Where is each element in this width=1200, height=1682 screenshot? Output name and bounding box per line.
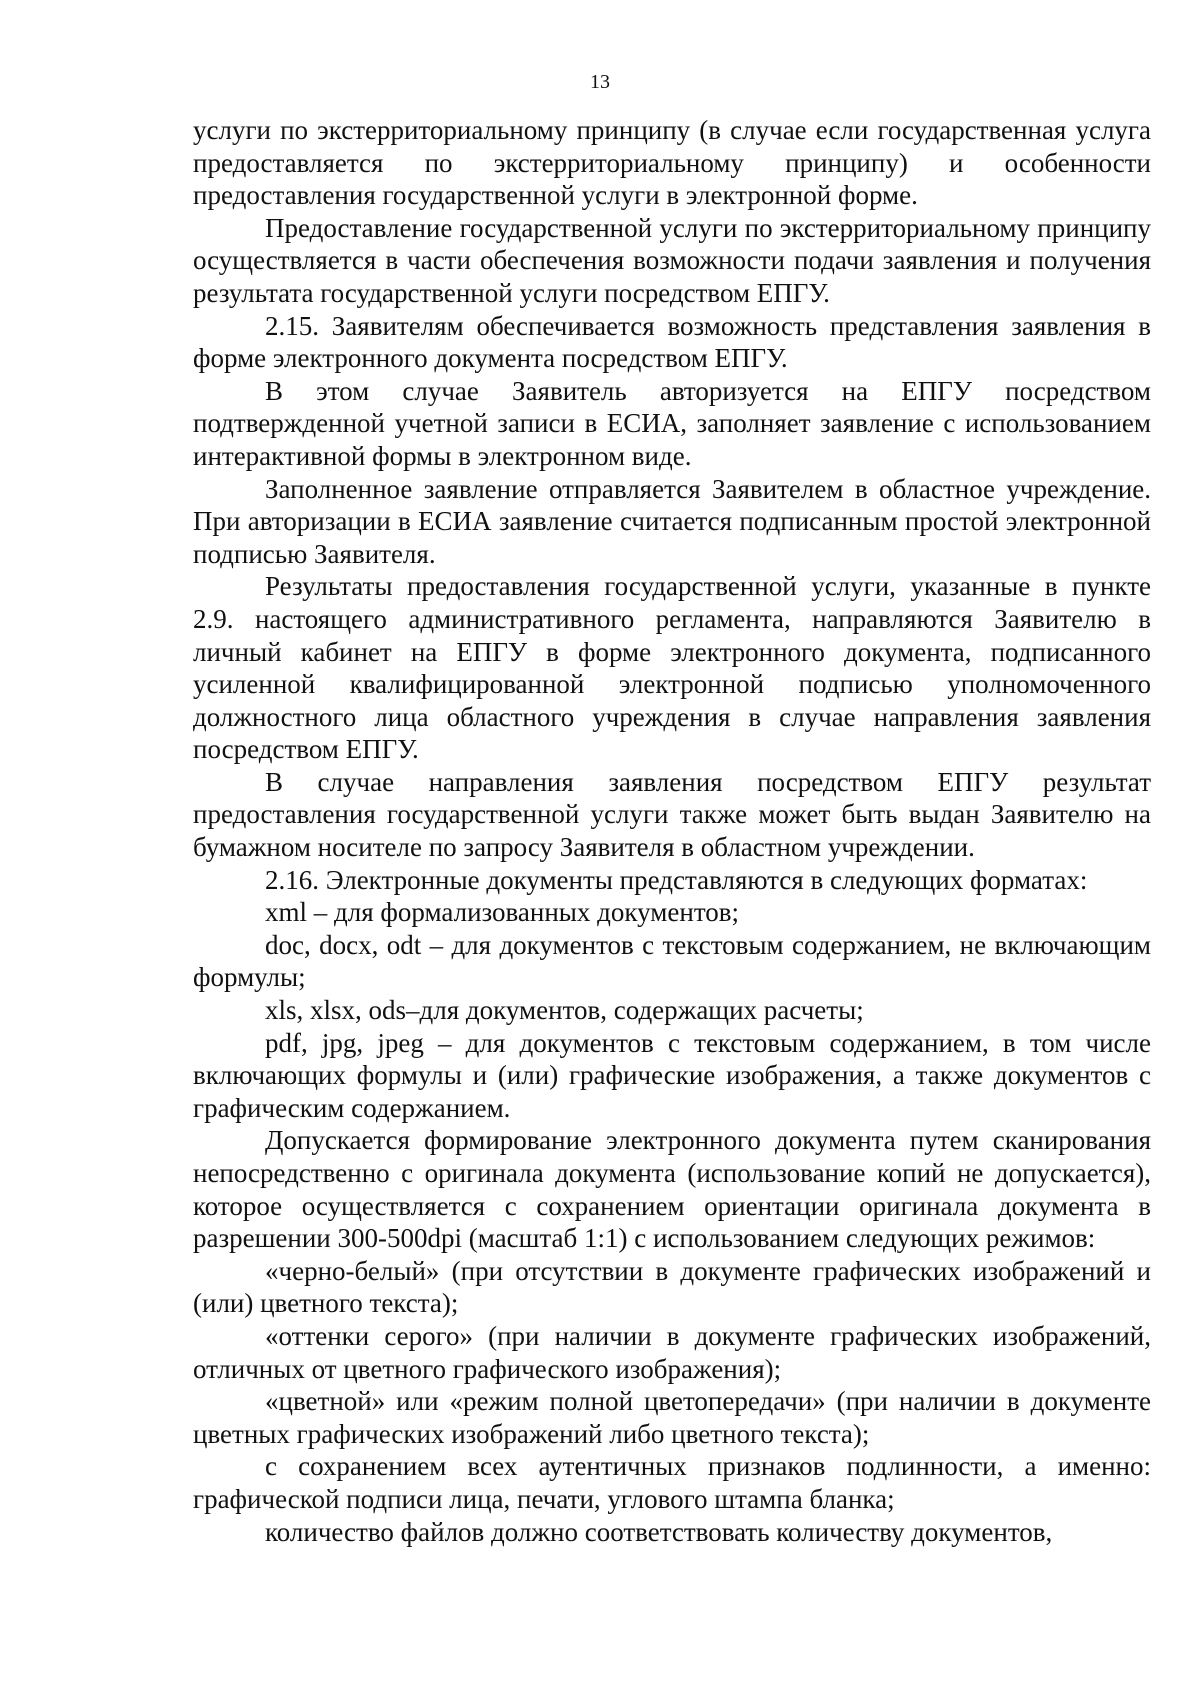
paragraph-11: xls, xlsx, ods–для документов, содержащих расчеты; (265, 995, 864, 1026)
paragraph-13: Допускается формирование электронного документа путем сканирования непосредственно с оригинала документа (использование копий не допускается), которое осуществляется с сохранением ориентации оригинала документа в разрешении 300-500dpi (масштаб 1:1) с использованием следующих режимов: (193, 1125, 1151, 1254)
paragraph-5: Заполненное заявление отправляется Заявителем в областное учреждение. При авторизации в ЕСИА заявление считается подписанным простой электронной подписью Заявителя. (193, 473, 1151, 569)
paragraph-10: doc, docx, odt – для документов с текстовым содержанием, не включающим формулы; (193, 929, 1151, 993)
paragraph-14: «черно-белый» (при отсутствии в документе графических изображений и (или) цветного текста); (193, 1255, 1151, 1319)
paragraph-16: «цветной» или «режим полной цветопередачи» (при наличии в документе цветных графических изображений либо цветного текста); (193, 1386, 1151, 1449)
paragraph-15: «оттенки серого» (при наличии в документе графических изображений, отличных от цветного графического изображения); (193, 1320, 1151, 1384)
paragraph-17: с сохранением всех аутентичных признаков подлинности, а именно: графической подписи лица, печати, углового штампа бланка; (193, 1451, 1151, 1514)
document-body (193, 114, 1151, 1548)
paragraph-3: 2.15. Заявителям обеспечивается возможность представления заявления в форме электронного документа посредством ЕПГУ. (193, 310, 1151, 374)
paragraph-18: количество файлов должно соответствовать количеству документов, (265, 1516, 1053, 1547)
paragraph-12: pdf, jpg, jpeg – для документов с текстовым содержанием, в том числе включающих формулы и (или) графические изображения, а также документов с графическим содержанием. (193, 1027, 1151, 1123)
paragraph-7: В случае направления заявления посредством ЕПГУ результат предоставления государственной услуги также может быть выдан Заявителю на бумажном носителе по запросу Заявителя в областном учреждении. (193, 766, 1151, 863)
paragraph-8: 2.16. Электронные документы представляются в следующих форматах: (265, 864, 1088, 895)
paragraph-2: Предоставление государственной услуги по экстерриториальному принципу осуществляется в части обеспечения возможности подачи заявления и получения результата государственной услуги посредством ЕПГУ. (193, 212, 1151, 308)
page-number: 13 (590, 71, 610, 93)
paragraph-1: услуги по экстерриториальному принципу (в случае если государственная услуга предоставляется по экстерриториальному принципу) и особенности предоставления государственной услуги в электронной форме. (193, 115, 1151, 211)
paragraph-9: xml – для формализованных документов; (265, 897, 740, 928)
paragraph-6: Результаты предоставления государственной услуги, указанные в пункте 2.9. настоящего административного регламента, направляются Заявителю в личный кабинет на ЕПГУ в форме электронного документа, подписанного усиленной квалифицированной электронной подписью уполномоченного должностного лица областного учреждения в случае направления заявления посредством ЕПГУ. (193, 571, 1151, 765)
paragraph-4: В этом случае Заявитель авторизуется на ЕПГУ посредством подтвержденной учетной записи в ЕСИА, заполняет заявление с использованием интерактивной формы в электронном виде. (193, 375, 1151, 471)
